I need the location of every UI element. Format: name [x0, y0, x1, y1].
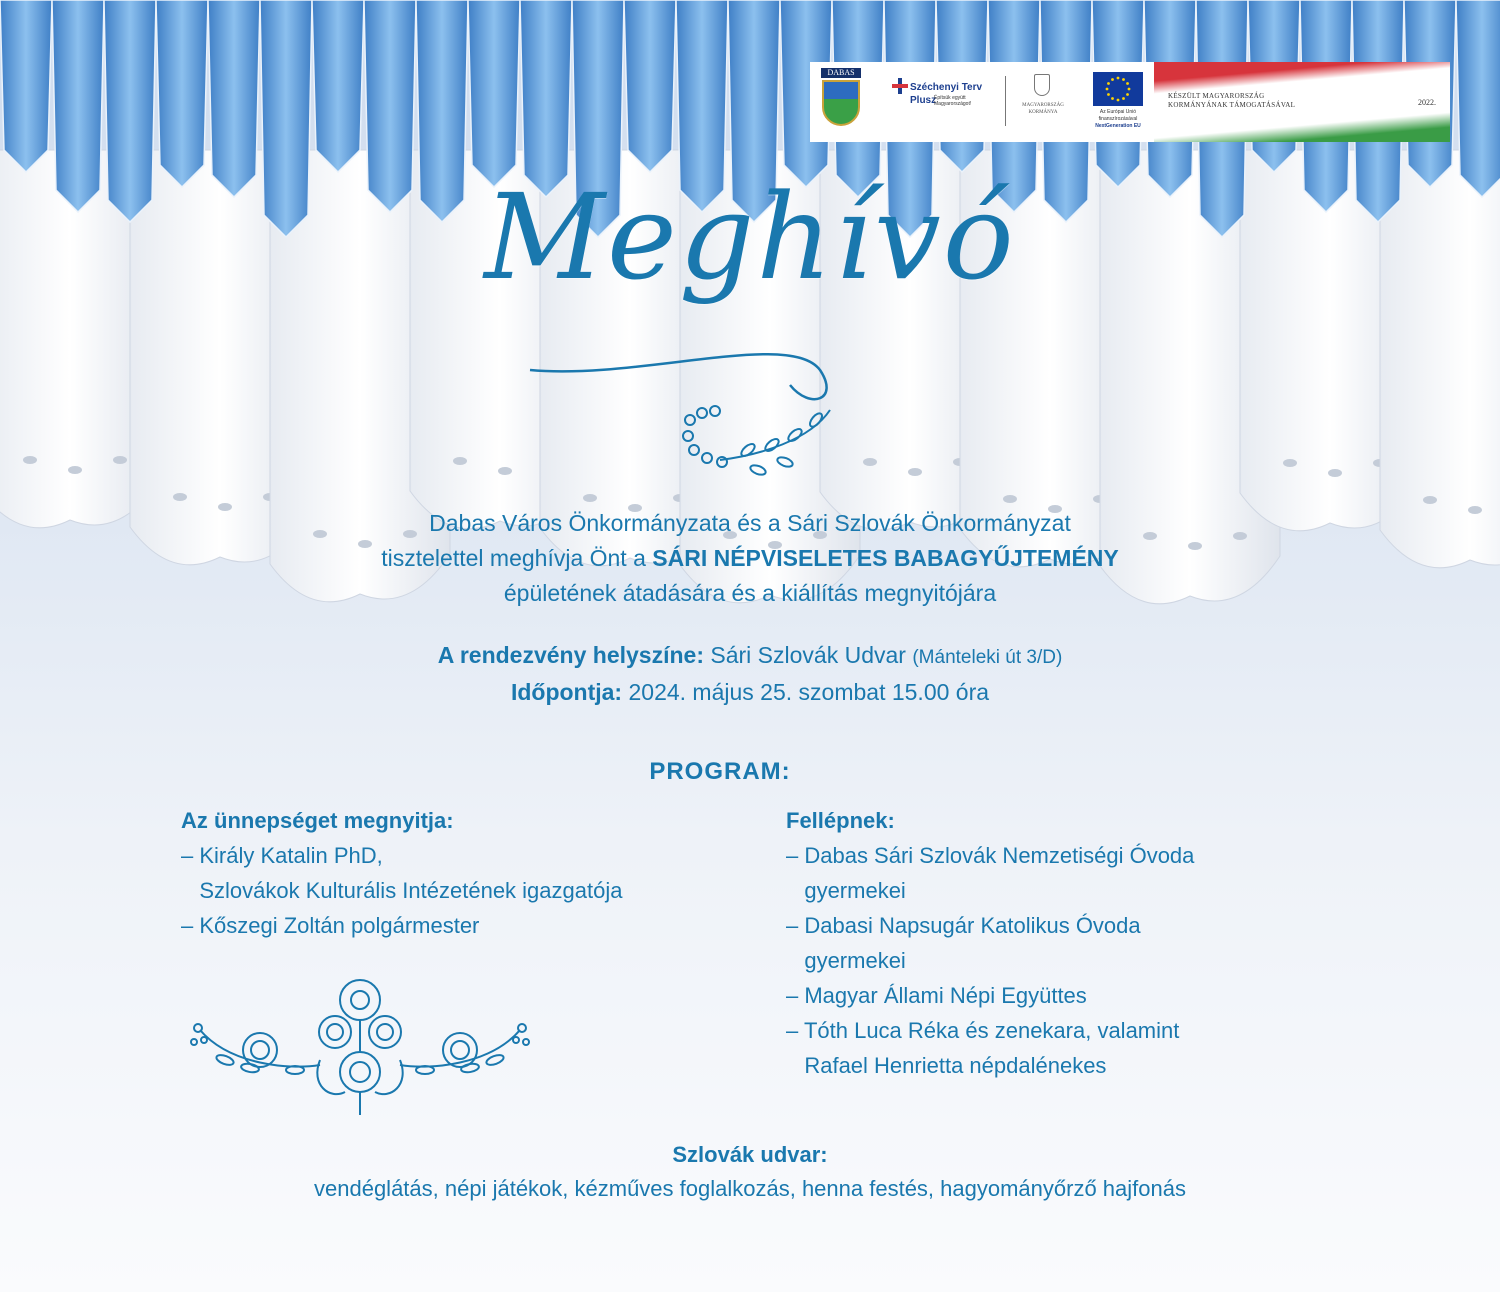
eu-star-icon [1126, 93, 1129, 96]
venue-value: Sári Szlovák Udvar [710, 642, 906, 668]
eu-star-icon [1117, 99, 1120, 102]
eu-star-icon [1107, 82, 1110, 85]
eu-star-icon [1126, 82, 1129, 85]
szechenyi-terv-logo [888, 62, 998, 142]
eu-star-icon [1122, 78, 1125, 81]
pleat-shape [104, 0, 156, 222]
eu-funding-logo [1085, 62, 1151, 142]
eu-star-icon [1117, 77, 1120, 80]
eyelet-hole [1328, 469, 1342, 477]
eu-flag-icon [1093, 72, 1143, 106]
szechenyi-title: Széchenyi Terv [910, 82, 983, 93]
eu-label [1085, 109, 1151, 130]
intro-line-3: épületének átadására és a kiállítás megnyitójára [503, 580, 997, 606]
eyelet-hole [1423, 496, 1437, 504]
time-line [150, 675, 1350, 709]
time-value: 2024. május 25. szombat 15.00 óra [628, 679, 990, 705]
pleat-shape [312, 0, 364, 172]
folk-flower-ornament-icon [180, 970, 540, 1120]
eyelet-hole [1283, 459, 1297, 467]
eyelet-hole [908, 468, 922, 476]
list-item: gyermekei [786, 948, 906, 973]
dabas-shield-shape [822, 80, 860, 126]
eyelet-hole [1468, 506, 1482, 514]
eu-star-icon [1107, 93, 1110, 96]
list-item: Szlovákok Kulturális Intézetének igazgatója [181, 878, 623, 903]
government-support-banner [1154, 62, 1450, 142]
hungarian-coat-of-arms-icon [1034, 74, 1050, 96]
list-item: gyermekei [786, 878, 906, 903]
pleat-shape [156, 0, 208, 187]
eyelet-hole [863, 458, 877, 466]
courtyard-title: Szlovák udvar: [672, 1142, 828, 1167]
support-banner-year: 2022. [1418, 98, 1436, 107]
invitation-intro [150, 506, 1350, 611]
opening-heading: Az ünnepséget megnyitja: [181, 808, 454, 833]
list-item: – Dabas Sári Szlovák Nemzetiségi Óvoda [786, 843, 1195, 868]
flourish-ornament-icon [490, 310, 860, 480]
courtyard-activities: vendéglátás, népi játékok, kézműves foglalkozás, henna festés, hagyományőrző hajfonás [314, 1176, 1186, 1201]
eu-star-icon [1111, 78, 1114, 81]
list-item: – Tóth Luca Réka és zenekara, valamint [786, 1018, 1180, 1043]
szechenyi-plusz: Plusz [910, 95, 937, 106]
list-item: – Kőszegi Zoltán polgármester [181, 913, 480, 938]
dabas-crest-label: DABAS [821, 68, 861, 78]
event-details [150, 638, 1350, 709]
program-performers-column [786, 803, 1346, 1083]
page-title: Meghívó [484, 168, 1016, 306]
pleat-shape [52, 0, 104, 212]
program-title: PROGRAM: [649, 758, 791, 785]
program-opening-column [181, 803, 761, 943]
eyelet-hole [453, 457, 467, 465]
logo-divider [1005, 76, 1006, 126]
eu-label-line3: NextGeneration EU [1095, 123, 1141, 129]
venue-label: A rendezvény helyszíne: [437, 642, 704, 668]
support-banner-text: KÉSZÜLT MAGYARORSZÁG KORMÁNYÁNAK TÁMOGATÁSÁVAL [1168, 92, 1296, 109]
intro-line-1: Dabas Város Önkormányzata és a Sári Szlovák Önkormányzat [429, 510, 1071, 536]
eyelet-hole [583, 494, 597, 502]
pleat-shape [1456, 0, 1500, 197]
time-label: Időpontja: [510, 679, 623, 705]
eu-star-icon [1106, 88, 1109, 91]
eu-star-icon [1111, 97, 1114, 100]
list-item: – Király Katalin PhD, [181, 843, 383, 868]
dabas-city-crest-icon [816, 62, 866, 142]
collection-name: SÁRI NÉPVISELETES BABAGYŰJTEMÉNY [652, 545, 1119, 571]
government-label: MAGYARORSZÁG KORMÁNYA [1022, 103, 1064, 115]
list-item: – Dabasi Napsugár Katolikus Óvoda [786, 913, 1141, 938]
ruffle-shape [1380, 150, 1500, 568]
eu-star-icon [1128, 88, 1131, 91]
pleat-shape [624, 0, 676, 172]
government-logo [1012, 62, 1074, 142]
eyelet-hole [23, 456, 37, 464]
pleat-shape [260, 0, 312, 237]
eu-label-line1: Az Európai Unió [1099, 109, 1137, 115]
szechenyi-cross-icon [892, 78, 908, 94]
eu-label-line2: finanszírozásával [1098, 116, 1138, 122]
pleat-shape [468, 0, 520, 187]
eyelet-hole [68, 466, 82, 474]
eyelet-hole [113, 456, 127, 464]
intro-line-2 [150, 541, 1350, 576]
list-item: – Magyar Állami Népi Együttes [786, 983, 1087, 1008]
eu-star-icon [1122, 97, 1125, 100]
pleat-shape [208, 0, 260, 197]
pleat-shape [364, 0, 416, 212]
venue-address: (Mánteleki út 3/D) [912, 647, 1063, 668]
performers-heading: Fellépnek: [786, 808, 895, 833]
sponsor-logo-strip [810, 62, 1450, 142]
venue-line [150, 638, 1350, 675]
szechenyi-tagline: Építsük együtt Magyarországot! [934, 95, 972, 107]
eyelet-hole [1003, 495, 1017, 503]
eyelet-hole [173, 493, 187, 501]
pleat-shape [0, 0, 52, 172]
list-item: Rafael Henrietta népdalénekes [786, 1053, 1107, 1078]
intro-line-2-prefix: tisztelettel meghívja Önt a [381, 545, 653, 571]
